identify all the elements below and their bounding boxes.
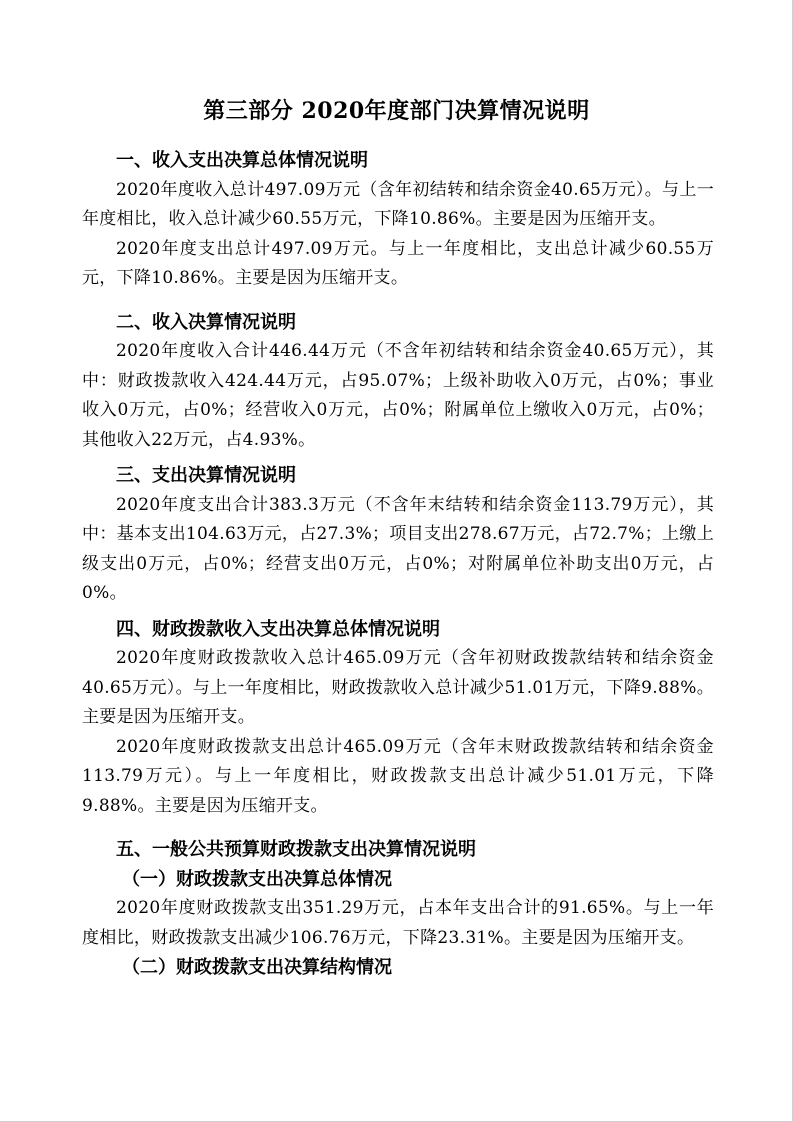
section-heading-5: 五、一般公共预算财政拨款支出决算情况说明 — [116, 839, 476, 860]
subsection-heading-2: （二）财政拨款支出决算结构情况 — [122, 957, 392, 978]
paragraph: 2020年度财政拨款支出总计465.09万元（含年末财政拨款结转和结余资金113.79万元）。与上一年度相比，财政拨款支出总计减少51.01万元，下降9.88%。主要是因为压缩开支。 — [82, 736, 714, 816]
paragraph: 2020年度支出总计497.09万元。与上一年度相比，支出总计减少60.55万元，下降10.86%。主要是因为压缩开支。 — [82, 238, 714, 288]
paragraph: 2020年度收入总计497.09万元（含年初结转和结余资金40.65万元）。与上一年度相比，收入总计减少60.55万元，下降10.86%。主要是因为压缩开支。 — [82, 179, 714, 229]
section-heading-2: 二、收入决算情况说明 — [116, 311, 296, 333]
section-heading-4: 四、财政拨款收入支出决算总体情况说明 — [116, 618, 440, 640]
paragraph: 2020年度支出合计383.3万元（不含年末结转和结余资金113.79万元），其中：基本支出104.63万元，占27.3%；项目支出278.67万元，占72.7%；上缴上级支出0万元，占0%；经营支出0万元，占0%；对附属单位补助支出0万元，占0%。 — [82, 494, 714, 603]
document-body — [82, 146, 714, 983]
section-heading-3: 三、支出决算情况说明 — [116, 465, 296, 486]
paragraph: 2020年度收入合计446.44万元（不含年初结转和结余资金40.65万元），其中：财政拨款收入424.44万元，占95.07%；上级补助收入0万元，占0%；事业收入0万元，占0%；经营收入0万元，占0%；附属单位上缴收入0万元，占0%；其他收入22万元，占4.93%。 — [82, 341, 714, 450]
subsection-heading-1: （一）财政拨款支出决算总体情况 — [122, 868, 392, 890]
page-title: 第三部分 2020年度部门决算情况说明 — [203, 98, 590, 124]
section-heading-1: 一、收入支出决算总体情况说明 — [116, 150, 368, 171]
paragraph: 2020年度财政拨款收入总计465.09万元（含年初财政拨款结转和结余资金40.65万元）。与上一年度相比，财政拨款收入总计减少51.01万元，下降9.88%。主要是因为压缩开支。 — [82, 648, 714, 727]
paragraph: 2020年度财政拨款支出351.29万元，占本年支出合计的91.65%。与上一年度相比，财政拨款支出减少106.76万元，下降23.31%。主要是因为压缩开支。 — [82, 898, 714, 948]
